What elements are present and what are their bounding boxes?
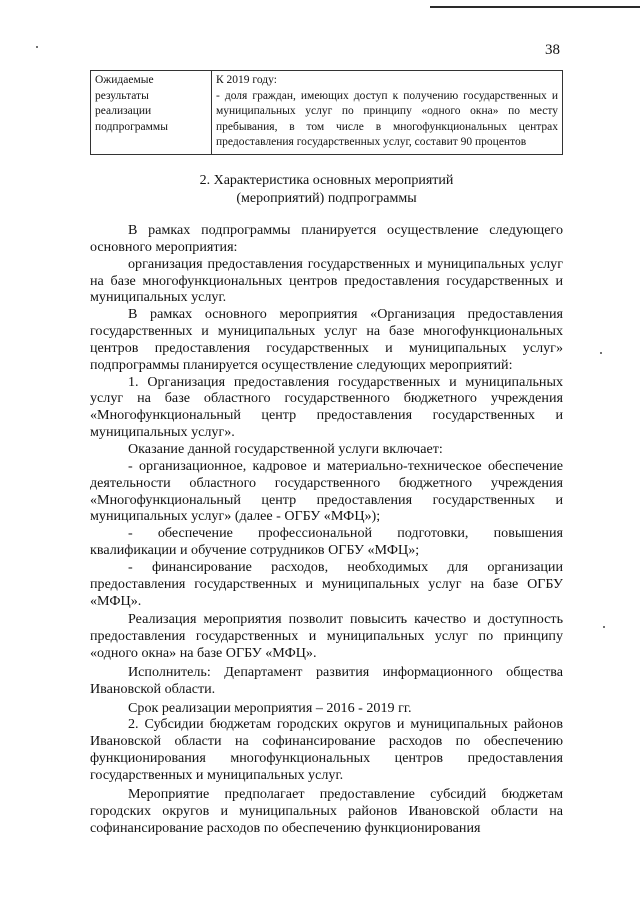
paragraph: Оказание данной государственной услуги включает: xyxy=(128,440,443,457)
body-text xyxy=(90,222,563,836)
results-label-cell: Ожидаемые результаты реализации подпрограммы xyxy=(91,71,212,155)
page-number: 38 xyxy=(545,42,560,58)
scan-speck xyxy=(36,46,38,48)
paragraph: - обеспечение профессиональной подготовки, повышения квалификации и обучение сотрудников ОГБУ «МФЦ»; xyxy=(90,525,563,559)
paragraph: Исполнитель: Департамент развития информационного общества Ивановской области. xyxy=(90,663,563,697)
results-table xyxy=(90,70,563,155)
paragraph: Срок реализации мероприятия – 2016 - 2019 гг. xyxy=(128,699,412,716)
paragraph: - финансирование расходов, необходимых для организации предоставления государственных и муниципальных услуг на базе ОГБУ «МФЦ». xyxy=(90,558,563,609)
section-heading-line: 2. Характеристика основных мероприятий xyxy=(199,173,454,188)
results-value-cell xyxy=(212,71,563,155)
paragraph: Мероприятие предполагает предоставление субсидий бюджетам городских округов и муниципальных районов Ивановской области на софинансирование расходов по обеспечению функционирования xyxy=(90,785,563,836)
paragraph: Реализация мероприятия позволит повысить качество и доступность предоставления государственных и муниципальных услуг по принципу «одного окна» на базе ОГБУ «МФЦ». xyxy=(90,611,563,662)
paragraph: В рамках основного мероприятия «Организация предоставления государственных и муниципальных услуг на базе многофункциональных центров предоставления государственных и муниципальных услуг» подпрограммы планируется осуществление следующих мероприятий: xyxy=(90,306,563,373)
paragraph: В рамках подпрограммы планируется осуществление следующего основного мероприятия: xyxy=(90,222,563,255)
scan-speck xyxy=(600,352,602,354)
paragraph: 1. Организация предоставления государственных и муниципальных услуг на базе областного государственного бюджетного учреждения «Многофункциональный центр предоставления государственных и муниципальных услуг». xyxy=(90,373,563,441)
section-heading xyxy=(90,172,563,208)
table-row xyxy=(91,71,563,155)
results-value-line: К 2019 году: xyxy=(216,74,277,86)
paragraph: организация предоставления государственных и муниципальных услуг на базе многофункциональных центров предоставления государственных и муниципальных услуг. xyxy=(90,255,563,306)
results-value-line: - доля граждан, имеющих доступ к получению государственных и муниципальных услуг по принципу «одного окна» по месту пребывания, в том числе в многофункциональных центрах предоставления государственных услуг, составит 90 процентов xyxy=(216,89,558,148)
section-heading-line: (мероприятий) подпрограммы xyxy=(236,191,417,206)
paragraph: 2. Субсидии бюджетам городских округов и муниципальных районов Ивановской области на софинансирование расходов по обеспечению функционирования многофункциональных центров предоставления государственных и муниципальных услуг. xyxy=(90,716,563,783)
scan-edge-line xyxy=(430,6,640,8)
paragraph: - организационное, кадровое и материально-техническое обеспечение деятельности областного государственного бюджетного учреждения «Многофункциональный центр предоставления государственных и муниципальных услуг» (далее - ОГБУ «МФЦ»); xyxy=(90,457,563,525)
scan-speck xyxy=(603,626,605,628)
